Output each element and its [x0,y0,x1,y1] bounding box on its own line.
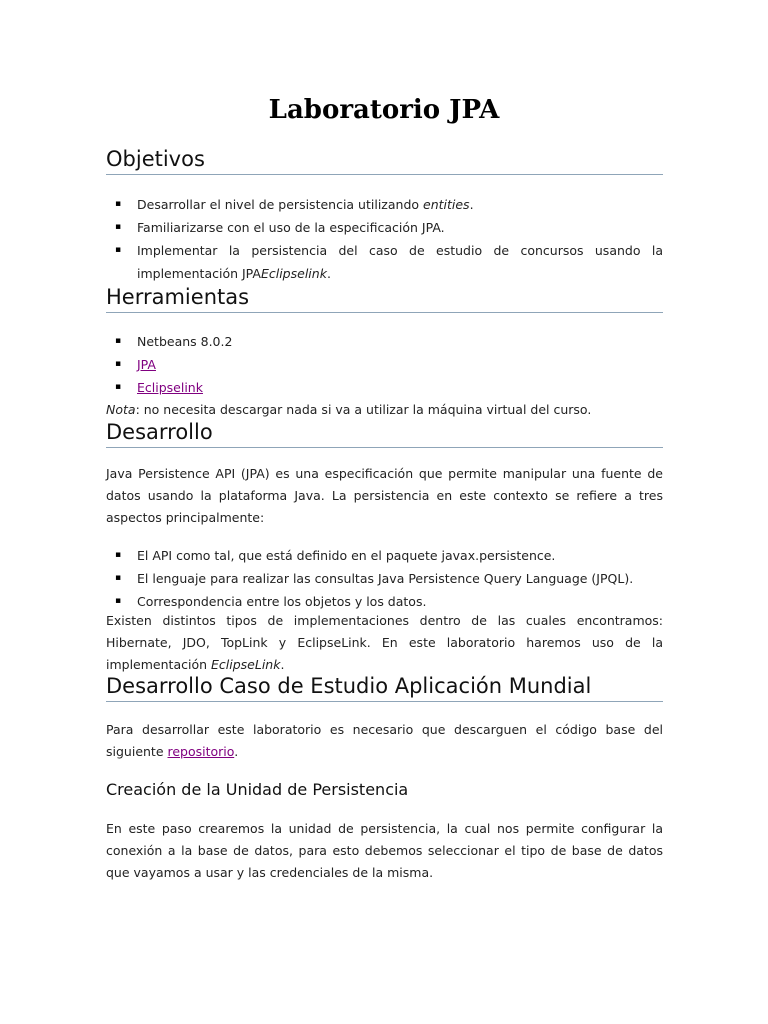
desarrollo-intro: Java Persistence API (JPA) es una especificación que permite manipular una fuente de datos usando la plataforma Java. La persistencia en este contexto se refiere a tres aspectos principalmente: [106,466,663,525]
caso-paragraph: Para desarrollar este laboratorio es necesario que descarguen el código base del siguiente repositorio. [106,722,663,759]
bullet-icon: ▪ [115,382,122,392]
bullet-icon: ▪ [115,336,122,346]
bullet-icon: ▪ [115,596,122,606]
unidad-paragraph: En este paso crearemos la unidad de persistencia, la cual nos permite configurar la conexión a la base de datos, para esto debemos seleccionar el tipo de base de datos que vayamos a usar y las credenciales de la misma. [106,821,663,880]
list-item: ▪ Netbeans 8.0.2 [106,330,663,353]
list-item: ▪ El lenguaje para realizar las consultas Java Persistence Query Language (JPQL). [106,567,663,590]
list-item: ▪ El API como tal, que está definido en el paquete javax.persistence. [106,544,663,567]
list-item: ▪ Correspondencia entre los objetos y los datos. [106,590,663,613]
herramientas-list [106,330,663,399]
heading-objetivos: Objetivos [106,145,663,175]
bullet-icon: ▪ [115,245,122,255]
heading-desarrollo: Desarrollo [106,418,663,448]
heading-caso-estudio: Desarrollo Caso de Estudio Aplicación Mundial [106,672,663,702]
page-title: Laboratorio JPA [268,95,500,125]
list-item: ▪ Implementar la persistencia del caso de estudio de concursos usando la implementación JPAEclipselink. [106,239,663,285]
desarrollo-outro: Existen distintos tipos de implementaciones dentro de las cuales encontramos: Hibernate, JDO, TopLink y EclipseLink. En este laboratorio haremos uso de la implementación EclipseLink. [106,613,663,672]
bullet-icon: ▪ [115,359,122,369]
bullet-icon: ▪ [115,550,122,560]
bullet-icon: ▪ [115,222,122,232]
heading-herramientas: Herramientas [106,283,663,313]
list-item: ▪ Desarrollar el nivel de persistencia utilizando entities. [106,193,663,216]
bullet-icon: ▪ [115,573,122,583]
jpa-link[interactable]: JPA [137,357,156,372]
list-item [106,353,663,376]
nota-paragraph: Nota: no necesita descargar nada si va a utilizar la máquina virtual del curso. [106,402,592,417]
desarrollo-list [106,544,663,613]
list-item: ▪ Familiarizarse con el uso de la especificación JPA. [106,216,663,239]
repositorio-link[interactable]: repositorio [167,744,235,759]
eclipselink-link[interactable]: Eclipselink [137,380,203,395]
heading-unidad-persistencia: Creación de la Unidad de Persistencia [106,780,409,799]
bullet-icon: ▪ [115,199,122,209]
objetivos-list [106,193,663,285]
list-item [106,376,663,399]
